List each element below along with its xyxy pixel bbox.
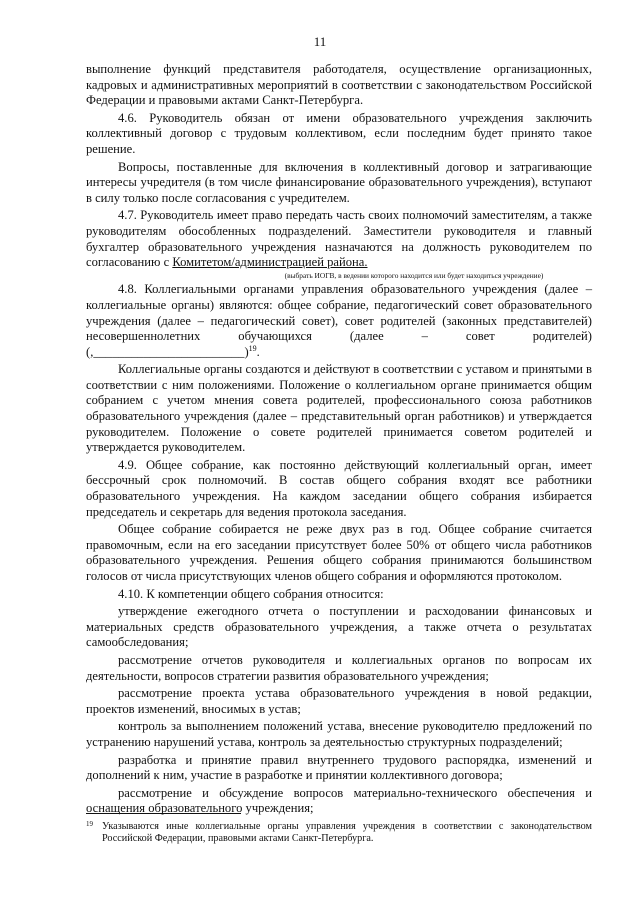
- paragraph: Вопросы, поставленные для включения в коллективный договор и затрагивающие интересы учредителя (в том числе финансирование образовательного учреждения), вступают в силу только после согласования с учредителем.: [86, 159, 592, 205]
- list-item: контроль за выполнением положений устава, внесение руководителю предложений по устранению нарушений устава, контроль за деятельностью структурных подразделений;: [86, 719, 592, 749]
- paragraph-4-9: 4.9. Общее собрание, как постоянно действующий коллегиальный орган, имеет бессрочный срок полномочий. В состав общего собрания входят все работники образовательного учреждения. На каждом заседании общего собрания избирается председатель и секретарь для ведения протокола заседания.: [86, 457, 592, 519]
- footnote-text: Указываются иные коллегиальные органы управления учреждения в соответствии с законодательством Российской Федерации, правовыми актами Санкт-Петербурга.: [102, 821, 592, 845]
- paragraph-4-7: [86, 208, 592, 270]
- list-item: рассмотрение отчетов руководителя и коллегиальных органов по вопросам их деятельности, вопросов стратегии развития образовательного учреждения;: [86, 652, 592, 683]
- paragraph: выполнение функций представителя работодателя, осуществление организационных, кадровых и административных мероприятий в соответствии с законодательством Российской Федерации и правовыми актами Санкт-Петербурга.: [86, 62, 592, 108]
- document-body: [86, 62, 592, 819]
- paragraph: Коллегиальные органы создаются и действуют в соответствии с уставом и принятыми в соответствии с ним положениями. Положение о коллегиальном органе принимается общим собранием с учетом мнения совета родителей, профессионального союза работников образовательного учреждения (далее – представительный орган работников) и утверждается руководителем. Положение о совете родителей принимается советом родителей и утверждается руководителем.: [86, 362, 592, 455]
- list-item: рассмотрение и обсуждение вопросов материально-технического обеспечения и оснащения образовательного учреждения;: [86, 785, 592, 816]
- paragraph-text: 4.8. Коллегиальными органами управления образовательного учреждения (далее – коллегиальные органы) являются: общее собрание, педагогический совет образовательного учреждения (далее – педагогический совет), совет родителей (законных представителей) несовершеннолетних обучающихся (далее – совет родителей) (,________________________): [86, 282, 592, 359]
- list-item: рассмотрение проекта устава образовательного учреждения в новой редакции, проектов изменений, вносимых в устав;: [86, 686, 592, 716]
- list-item: разработка и принятие правил внутреннего трудового распорядка, изменений и дополнений к ним, участие в разработке и принятии коллективного договора;: [86, 752, 592, 783]
- underlined-authority: Комитетом/администрацией района.: [172, 255, 368, 270]
- paragraph-4-6: 4.6. Руководитель обязан от имени образовательного учреждения заключить коллективный договор с трудовым коллективом, если последним будет принято такое решение.: [86, 110, 592, 156]
- footnote-separator: [86, 813, 241, 814]
- field-hint-note: (выбрать ИОГВ, в ведении которого находится или будет находиться учреждение): [284, 270, 544, 280]
- paragraph-4-8: [86, 282, 592, 360]
- period: .: [256, 344, 260, 359]
- paragraph: Общее собрание собирается не реже двух раз в год. Общее собрание считается правомочным, если на его заседании присутствует более 50% от общего числа работников образовательного учреждения. Решения общего собрания принимаются большинством голосов от числа присутствующих членов общего собрания и оформляются протоколом.: [86, 522, 592, 583]
- paragraph-4-10: 4.10. К компетенции общего собрания относится:: [118, 586, 384, 601]
- footnote-number: 19: [86, 820, 93, 828]
- footnote-reference: 19: [248, 343, 257, 353]
- footnote: [86, 821, 592, 846]
- page-number: 11: [313, 34, 327, 49]
- paragraph-text: 4.7. Руководитель имеет право передать часть своих полномочий заместителям, а также руководителям обособленных подразделений. Заместители руководителя и главный бухгалтер образовательного учреждения назначаются на должность руководителем по согласованию с: [86, 208, 592, 270]
- list-item: утверждение ежегодного отчета о поступлении и расходовании финансовых и материальных средств образовательного учреждения, а также отчета о результатах самообследования;: [86, 604, 592, 650]
